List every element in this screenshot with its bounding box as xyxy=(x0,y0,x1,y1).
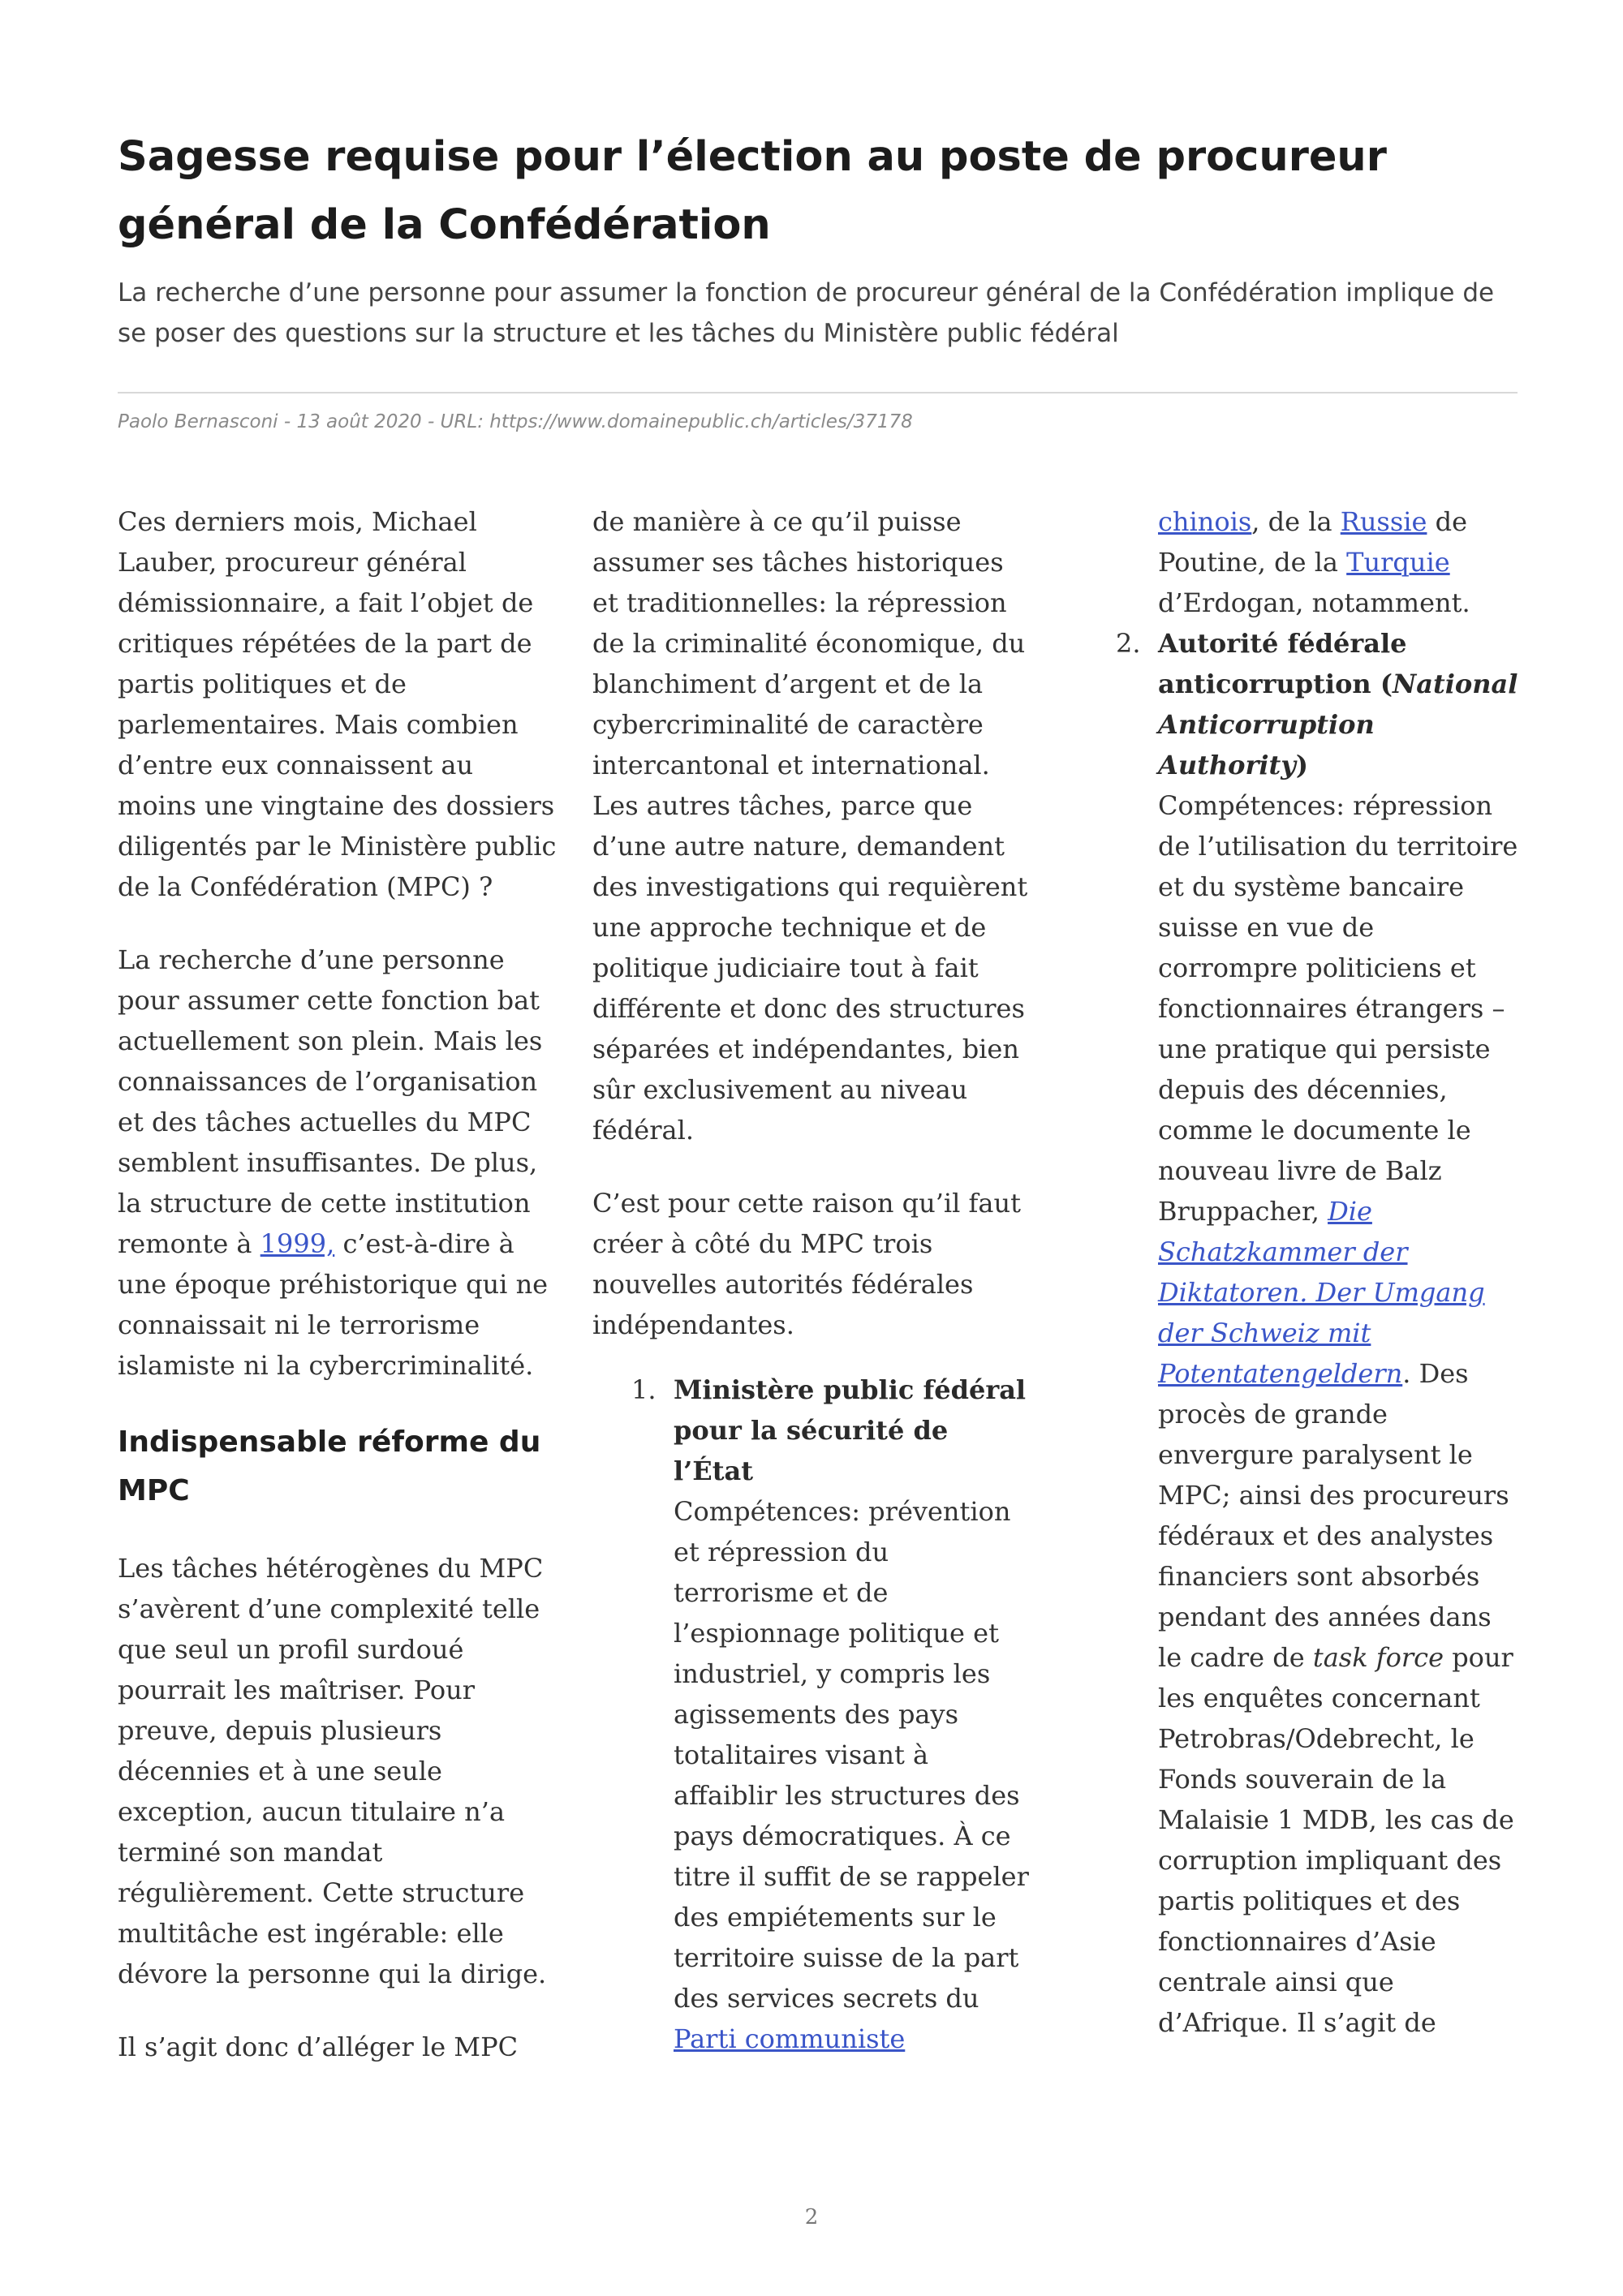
link-russie[interactable]: Russie xyxy=(1340,506,1427,537)
list-item-text: Compétences: répression de l’utilisation du territoire et du système bancaire suisse en vue de corrompre politiciens et fonctionnaires étrangers – une pratique qui persiste depuis des décennies, comme le documente le nouveau livre de Balz Bruppacher, xyxy=(1158,790,1518,1227)
list-item xyxy=(1077,623,1522,2043)
link-chinois[interactable]: chinois xyxy=(1158,506,1252,537)
text-span: Die Schatzkammer der Diktatoren. Der Umgang der Schweiz mit Potentatengeldern xyxy=(1158,1196,1485,1389)
text-span: task force xyxy=(1312,1642,1444,1673)
column-2 xyxy=(592,501,1031,2059)
header-divider xyxy=(118,392,1518,393)
list-number: 1. xyxy=(631,1374,657,1405)
paragraph: Il s’agit donc d’alléger le MPC xyxy=(118,2032,519,2062)
link-1999[interactable]: 1999, xyxy=(260,1228,335,1259)
text-span: , de la xyxy=(1251,506,1341,537)
section-heading: Indispensable réforme du MPC xyxy=(118,1425,541,1507)
list-item-text: Compétences: prévention et répression du terrorisme et de l’espionnage politique et industriel, y compris les agissements des pays totalitaires visant à affaiblir les structures des pays démocratiques. À ce titre il suffit de se rappeler des empiétements sur le territoire suisse de la part des services secrets du xyxy=(674,1496,1029,2014)
text-span: . Des procès de grande envergure paralysent le MPC; ainsi des procureurs fédéraux et des analystes financiers sont absorbés pendant des années dans le cadre de xyxy=(1158,1358,1509,1673)
column-3 xyxy=(1077,501,1522,2043)
paragraph: Les tâches hétérogènes du MPC s’avèrent d’une complexité telle que seul un profil surdoué pourrait les maîtriser. Pour preuve, depuis plusieurs décennies et à une seule exception, aucun titulaire n’a terminé son mandat régulièrement. Cette structure multitâche est ingérable: elle dévore la personne qui la dirige. xyxy=(118,1553,547,1989)
link-turquie[interactable]: Turquie xyxy=(1346,547,1450,578)
list-item-title xyxy=(1158,628,1518,780)
paragraph: de manière à ce qu’il puisse assumer ses tâches historiques et traditionnelles: la répression de la criminalité économique, du blanchiment d’argent et de la cybercriminalité de caractère intercantonal et international. Les autres tâches, parce que d’une autre nature, demandent des investigations qui requièrent une approche technique et de politique judiciaire tout à fait différente et donc des structures séparées et indépendantes, bien sûr exclusivement au niveau fédéral. xyxy=(592,506,1028,1146)
list-item-continued xyxy=(1077,501,1522,623)
paragraph xyxy=(118,939,560,1386)
text-span: pour les enquêtes concernant Petrobras/Odebrecht, le Fonds souverain de la Malaisie 1 MDB, les cas de corruption impliquant des partis politiques et des fonctionnaires d’Asie centrale ainsi que d’Afrique. Il s’agit de xyxy=(1158,1642,1514,2038)
text-span: c’est-à-dire à une époque préhistorique qui ne connaissait ni le terrorisme islamiste ni la cybercriminalité. xyxy=(118,1228,549,1381)
column-1 xyxy=(118,501,560,2100)
article-title: Sagesse requise pour l’élection au poste de procureur général de la Confédération xyxy=(118,133,1387,249)
list-item-title: Ministère public fédéral pour la sécurité de l’État xyxy=(674,1374,1027,1486)
authorities-list-continued xyxy=(1077,501,1522,2043)
text-span: de Poutine, de la xyxy=(1158,506,1468,578)
text-span: Autorité fédérale anticorruption ( xyxy=(1158,628,1407,699)
paragraph: Ces derniers mois, Michael Lauber, procureur général démissionnaire, a fait l’objet de critiques répétées de la part de partis politiques et de parlementaires. Mais combien d’entre eux connaissent au moins une vingtaine des dossiers diligentés par le Ministère public de la Confédération (MPC) ? xyxy=(118,506,557,902)
link-parti-communiste[interactable]: Parti communiste xyxy=(674,2023,906,2054)
text-span: National Anticorruption Authority xyxy=(1158,669,1518,780)
list-number: 2. xyxy=(1116,628,1141,659)
list-item xyxy=(592,1369,1031,2059)
paragraph: C’est pour cette raison qu’il faut créer à côté du MPC trois nouvelles autorités fédérales indépendantes. xyxy=(592,1188,1021,1340)
article-meta: Paolo Bernasconi - 13 août 2020 - URL: https://www.domainepublic.ch/articles/37178 xyxy=(118,411,913,432)
text-span: d’Erdogan, notamment. xyxy=(1158,587,1470,618)
article-subtitle: La recherche d’une personne pour assumer la fonction de procureur général de la Confédération implique de se poser des questions sur la structure et les tâches du Ministère public fédéral xyxy=(118,278,1495,348)
text-span: ) xyxy=(1295,750,1309,780)
page-number: 2 xyxy=(804,2205,819,2229)
authorities-list xyxy=(592,1369,1031,2059)
text-span: La recherche d’une personne pour assumer cette fonction bat actuellement son plein. Mais les connaissances de l’organisation et des tâches actuelles du MPC semblent insuffisantes. De plus, la structure de cette institution remonte à xyxy=(118,944,543,1259)
